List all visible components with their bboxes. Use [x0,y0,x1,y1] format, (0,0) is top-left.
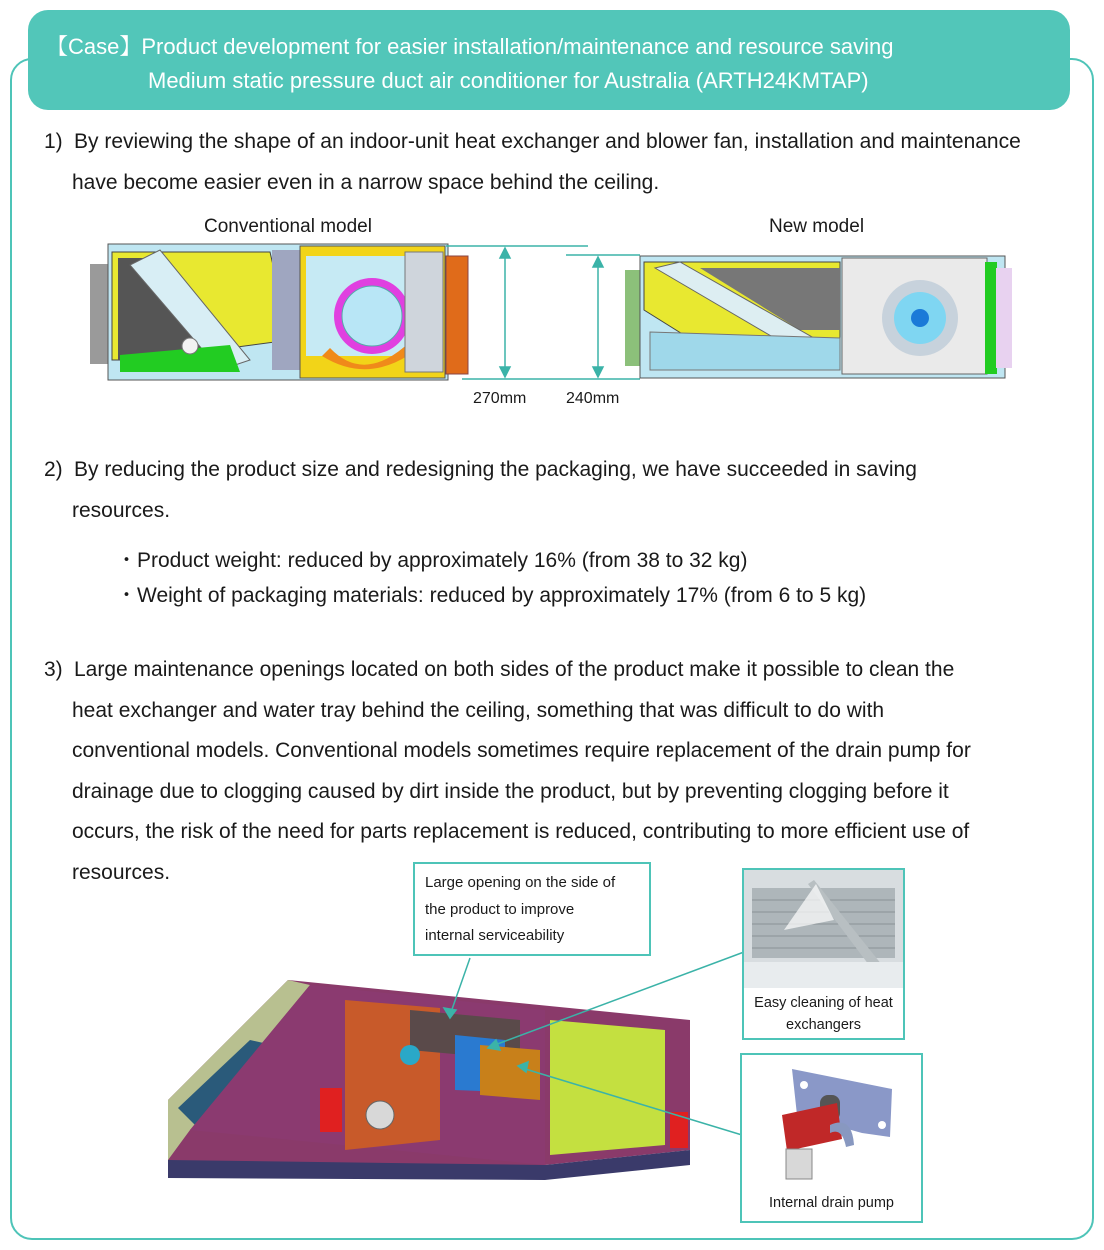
section3-line1: Large maintenance openings located on both sides of the product make it possible to clean the [74,658,955,681]
banner-title-line2: Medium static pressure duct air conditioner for Australia (ARTH24KMTAP) [148,68,869,93]
bullet-product-weight: ・Product weight: reduced by approximately 16% (from 38 to 32 kg) [116,549,748,572]
section3-line2: heat exchanger and water tray behind the ceiling, something that was difficult to do with [72,698,885,722]
callout-large-opening [413,862,651,956]
caption-cleaning-line1: Easy cleaning of heat [754,995,893,1011]
new-model-label: New model [769,216,865,237]
section1-paragraph [44,122,1054,203]
callout-opening-line1: Large opening on the side of [425,874,616,891]
section3-number: 3) [44,658,63,681]
conventional-height-label: 270mm [473,390,527,407]
section2-bullet-list [116,543,866,613]
new-height-label: 240mm [566,390,620,407]
title-banner [28,10,1070,110]
section3-line4: drainage due to clogging caused by dirt inside the product, but by preventing clogging before it [72,779,949,803]
caption-cleaning-line2: exchangers [786,1017,861,1033]
bullet-packaging-weight: ・Weight of packaging materials: reduced by approximately 17% (from 6 to 5 kg) [116,584,867,607]
photo-heat-exchanger-cleaning [742,868,905,1040]
photo-internal-drain-pump [740,1053,923,1223]
section2-line2: resources. [72,498,171,522]
section3-paragraph [44,650,1054,893]
heat-exchanger-photo [744,870,903,988]
banner-title-line1: 【Case】Product development for easier installation/maintenance and resource saving [46,34,894,59]
section1-line2: have become easier even in a narrow space behind the ceiling. [72,170,660,194]
drain-pump-photo [742,1055,921,1193]
section3-line5: occurs, the risk of the need for parts replacement is reduced, contributing to more efficient use of [72,820,970,843]
content-frame [10,58,1094,1240]
section1-line1: By reviewing the shape of an indoor-unit heat exchanger and blower fan, installation and maintenance [74,130,1021,153]
section2-number: 2) [44,458,63,481]
callout-opening-line2: the product to improve [425,900,575,918]
section1-number: 1) [44,130,63,153]
section3-line3: conventional models. Conventional models sometimes require replacement of the drain pump for [72,739,971,762]
caption-drain-pump: Internal drain pump [769,1195,894,1211]
section2-line1: By reducing the product size and redesigning the packaging, we have succeeded in saving [74,458,917,481]
conventional-model-label: Conventional model [204,216,372,237]
section3-line6: resources. [72,860,171,884]
callout-opening-line3: internal serviceability [425,927,565,944]
section2-paragraph [44,450,1054,531]
